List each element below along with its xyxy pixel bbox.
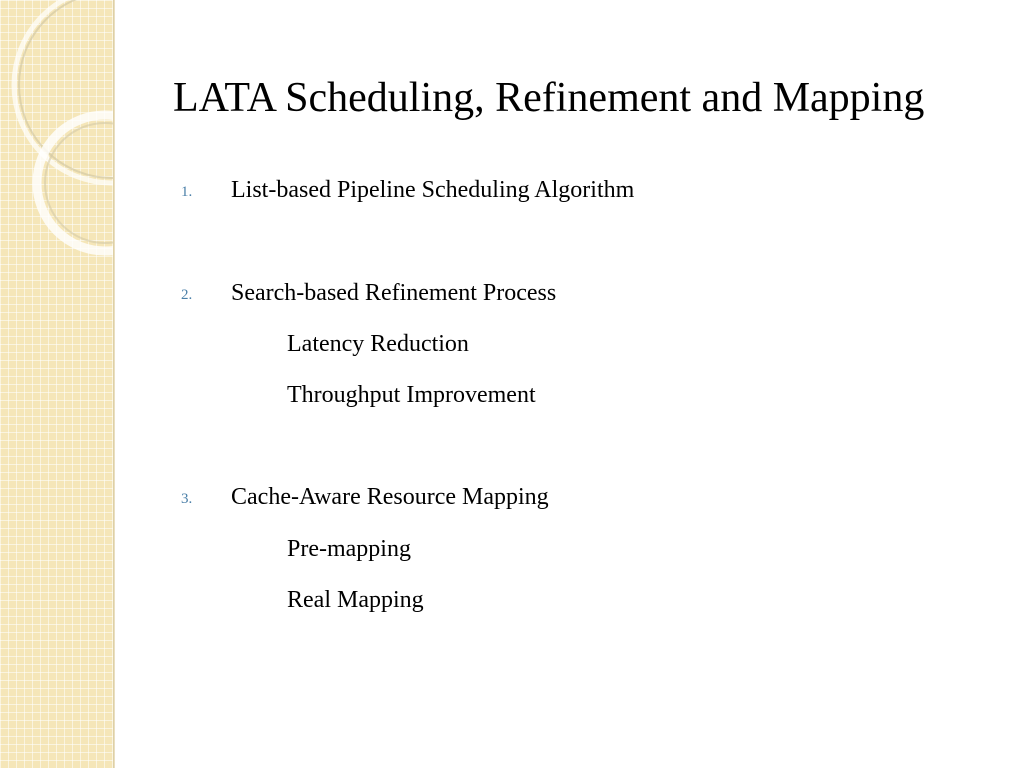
sub-item-throughput-improvement: Throughput Improvement xyxy=(287,382,536,408)
list-item-1: List-based Pipeline Scheduling Algorithm xyxy=(231,177,635,203)
decorative-side-panel xyxy=(0,0,113,768)
sub-item-pre-mapping: Pre-mapping xyxy=(287,536,411,562)
list-number-1: 1. xyxy=(181,184,193,200)
sub-item-real-mapping: Real Mapping xyxy=(287,587,424,613)
sub-item-latency-reduction: Latency Reduction xyxy=(287,331,469,357)
slide-title: LATA Scheduling, Refinement and Mapping xyxy=(173,75,925,121)
list-number-2: 2. xyxy=(181,287,193,303)
decorative-rings xyxy=(0,0,113,768)
side-panel-divider xyxy=(113,0,115,768)
list-item-3: Cache-Aware Resource Mapping xyxy=(231,484,549,510)
list-item-2: Search-based Refinement Process xyxy=(231,280,557,306)
list-number-3: 3. xyxy=(181,491,193,507)
